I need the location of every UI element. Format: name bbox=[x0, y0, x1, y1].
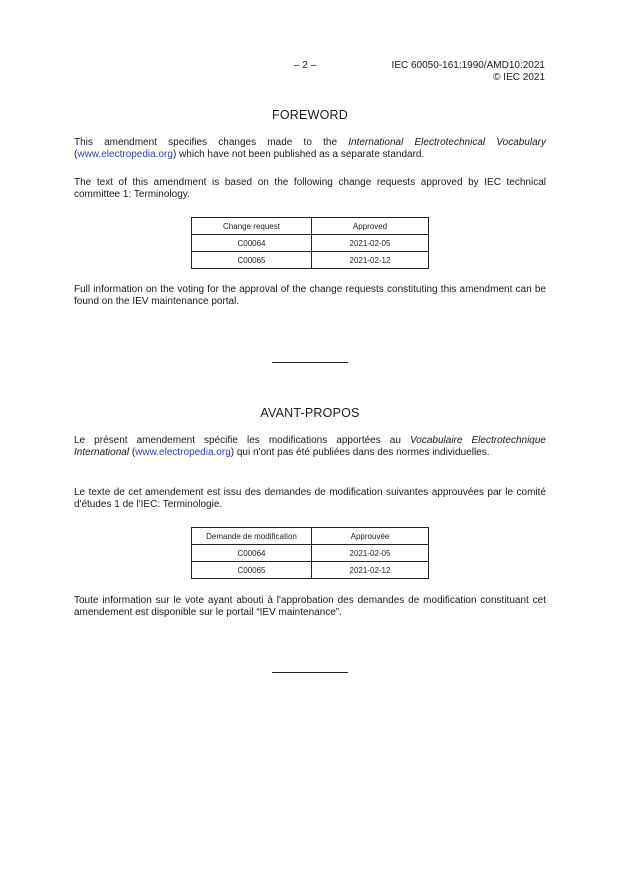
text: ( bbox=[129, 446, 136, 458]
section-divider bbox=[272, 362, 348, 363]
cell-approved-date: 2021-02-05 bbox=[312, 235, 429, 252]
electropedia-link[interactable]: www.electropedia.org bbox=[77, 148, 173, 160]
avant-propos-paragraph-3: Toute information sur le vote ayant abouti à l'approbation des demandes de modification constituant cet amendement est disponible sur le portail “IEV maintenance”. bbox=[74, 595, 546, 618]
cell-approved-date: 2021-02-05 bbox=[312, 545, 429, 562]
change-request-table bbox=[191, 217, 429, 269]
foreword-paragraph-3: Full information on the voting for the approval of the change requests constituting this amendment can be found on the IEV maintenance portal. bbox=[74, 284, 546, 307]
cell-change-request: C00065 bbox=[192, 252, 312, 269]
foreword-title: FOREWORD bbox=[272, 108, 348, 122]
table-row bbox=[192, 562, 429, 579]
page-number: – 2 – bbox=[294, 60, 317, 71]
electropedia-link[interactable]: www.electropedia.org bbox=[135, 446, 231, 458]
foreword-paragraph-2: The text of this amendment is based on the following change requests approved by IEC technical committee 1: Terminology. bbox=[74, 177, 546, 200]
text: Le présent amendement spécifie les modifications apportées au bbox=[74, 435, 410, 446]
avant-propos-title: AVANT-PROPOS bbox=[260, 406, 360, 420]
table-row bbox=[192, 545, 429, 562]
column-header-demande: Demande de modification bbox=[192, 528, 312, 545]
column-header-approved: Approved bbox=[312, 218, 429, 235]
cell-change-request: C00064 bbox=[192, 235, 312, 252]
section-divider bbox=[272, 672, 348, 673]
table-row bbox=[192, 252, 429, 269]
vocabulary-title: Vocabulaire Electrotechnique International bbox=[74, 435, 546, 458]
document-reference: IEC 60050-161:1990/AMD10:2021 bbox=[391, 60, 545, 71]
table-header-row bbox=[192, 218, 429, 235]
cell-approved-date: 2021-02-12 bbox=[312, 562, 429, 579]
cell-change-request: C00065 bbox=[192, 562, 312, 579]
cell-approved-date: 2021-02-12 bbox=[312, 252, 429, 269]
copyright-notice: © IEC 2021 bbox=[493, 71, 545, 83]
vocabulary-title: International Electrotechnical Vocabulary bbox=[348, 137, 546, 148]
column-header-change-request: Change request bbox=[192, 218, 312, 235]
demande-modification-table bbox=[191, 527, 429, 579]
text: ) qui n'ont pas été publiées dans des normes individuelles. bbox=[230, 446, 490, 458]
column-header-approuvee: Approuvée bbox=[312, 528, 429, 545]
document-reference-block bbox=[392, 60, 545, 83]
table-row bbox=[192, 235, 429, 252]
text: This amendment specifies changes made to the bbox=[74, 137, 349, 148]
table-header-row bbox=[192, 528, 429, 545]
foreword-paragraph-1 bbox=[74, 137, 546, 160]
avant-propos-paragraph-2: Le texte de cet amendement est issu des demandes de modification suivantes approuvées par le comité d'études 1 de l'IEC: Terminologie. bbox=[74, 487, 546, 510]
avant-propos-paragraph-1 bbox=[74, 435, 546, 458]
cell-change-request: C00064 bbox=[192, 545, 312, 562]
text: ) which have not been published as a separate standard. bbox=[172, 148, 425, 160]
text: ( bbox=[74, 148, 78, 160]
